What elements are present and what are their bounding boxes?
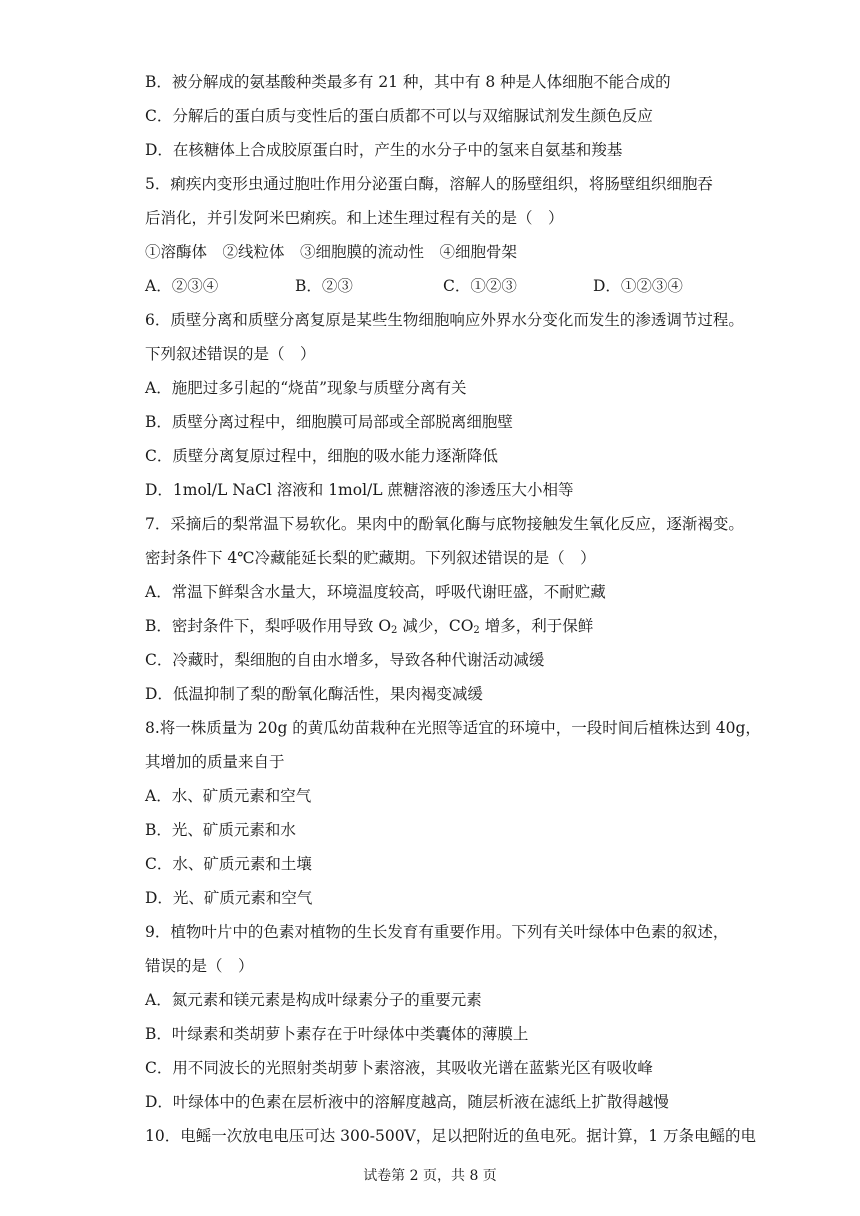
q5-option-a: A．②③④: [145, 277, 219, 295]
page-footer: 试卷第 2 页，共 8 页: [363, 1168, 497, 1184]
q5-option-d: D．①②③④: [593, 277, 683, 295]
q5-stem-line-2: 后消化，并引发阿米巴痢疾。和上述生理过程有关的是（ ）: [145, 209, 564, 227]
q8-option-d: D．光、矿质元素和空气: [145, 889, 313, 907]
q9-option-a: A．氮元素和镁元素是构成叶绿素分子的重要元素: [145, 991, 482, 1009]
q5-option-c: C．①②③: [443, 277, 517, 295]
q5-choices-list: ①溶酶体 ②线粒体 ③细胞膜的流动性 ④细胞骨架: [145, 243, 518, 261]
q6-stem-line-2: 下列叙述错误的是（ ）: [145, 345, 316, 363]
q8-option-b: B．光、矿质元素和水: [145, 821, 296, 839]
q6-option-d: D．1mol/L NaCl 溶液和 1mol/L 蔗糖溶液的渗透压大小相等: [145, 481, 574, 499]
q8-stem-line-1: 8.将一株质量为 20g 的黄瓜幼苗栽种在光照等适宜的环境中，一段时间后植株达到 40g，: [145, 719, 761, 737]
q6-stem-line-1: 6．质壁分离和质壁分离复原是某些生物细胞响应外界水分变化而发生的渗透调节过程。: [145, 311, 744, 329]
q8-stem-line-2: 其增加的质量来自于: [145, 753, 285, 771]
q6-option-b: B．质壁分离过程中，细胞膜可局部或全部脱离细胞壁: [145, 413, 513, 431]
q7-stem-line-1: 7．采摘后的梨常温下易软化。果肉中的酚氧化酶与底物接触发生氧化反应，逐渐褐变。: [145, 515, 744, 533]
q7-option-b: B．密封条件下，梨呼吸作用导致 $O_2$ 减少，$CO_2$ 增多，利于保鲜: [145, 617, 594, 636]
q9-option-b: B．叶绿素和类胡萝卜素存在于叶绿体中类囊体的薄膜上: [145, 1025, 529, 1043]
q9-option-d: D．叶绿体中的色素在层析液中的溶解度越高，随层析液在滤纸上扩散得越慢: [145, 1093, 669, 1111]
q7-stem-line-2: 密封条件下 4℃冷藏能延长梨的贮藏期。下列叙述错误的是（ ）: [145, 549, 596, 567]
q9-stem-line-1: 9．植物叶片中的色素对植物的生长发育有重要作用。下列有关叶绿体中色素的叙述，: [145, 923, 729, 941]
q5-option-b: B．②③: [295, 277, 353, 295]
q6-option-c: C．质壁分离复原过程中，细胞的吸水能力逐渐降低: [145, 447, 498, 465]
q6-option-a: A．施肥过多引起的“烧苗”现象与质壁分离有关: [145, 379, 467, 397]
q5-stem-line-1: 5．痢疾内变形虫通过胞吐作用分泌蛋白酶，溶解人的肠壁组织，将肠壁组织细胞吞: [145, 175, 713, 193]
q9-option-c: C．用不同波长的光照射类胡萝卜素溶液，其吸收光谱在蓝紫光区有吸收峰: [145, 1059, 653, 1077]
q8-option-c: C．水、矿质元素和土壤: [145, 855, 312, 873]
q7-option-c: C．冷藏时，梨细胞的自由水增多，导致各种代谢活动减缓: [145, 651, 545, 669]
q7-option-d: D．低温抑制了梨的酚氧化酶活性，果肉褐变减缓: [145, 685, 483, 703]
q4-option-b: B．被分解成的氨基酸种类最多有 21 种，其中有 8 种是人体细胞不能合成的: [145, 73, 671, 91]
q4-option-d: D．在核糖体上合成胶原蛋白时，产生的水分子中的氢来自氨基和羧基: [145, 141, 623, 159]
q4-option-c: C．分解后的蛋白质与变性后的蛋白质都不可以与双缩脲试剂发生颜色反应: [145, 107, 653, 125]
q8-option-a: A．水、矿质元素和空气: [145, 787, 312, 805]
q7-option-a: A．常温下鲜梨含水量大，环境温度较高，呼吸代谢旺盛，不耐贮藏: [145, 583, 606, 601]
q9-stem-line-2: 错误的是（ ）: [145, 957, 254, 975]
q10-stem-line-1: 10．电鳐一次放电电压可达 300-500V，足以把附近的鱼电死。据计算，1 万条电鳐的电: [145, 1127, 757, 1145]
